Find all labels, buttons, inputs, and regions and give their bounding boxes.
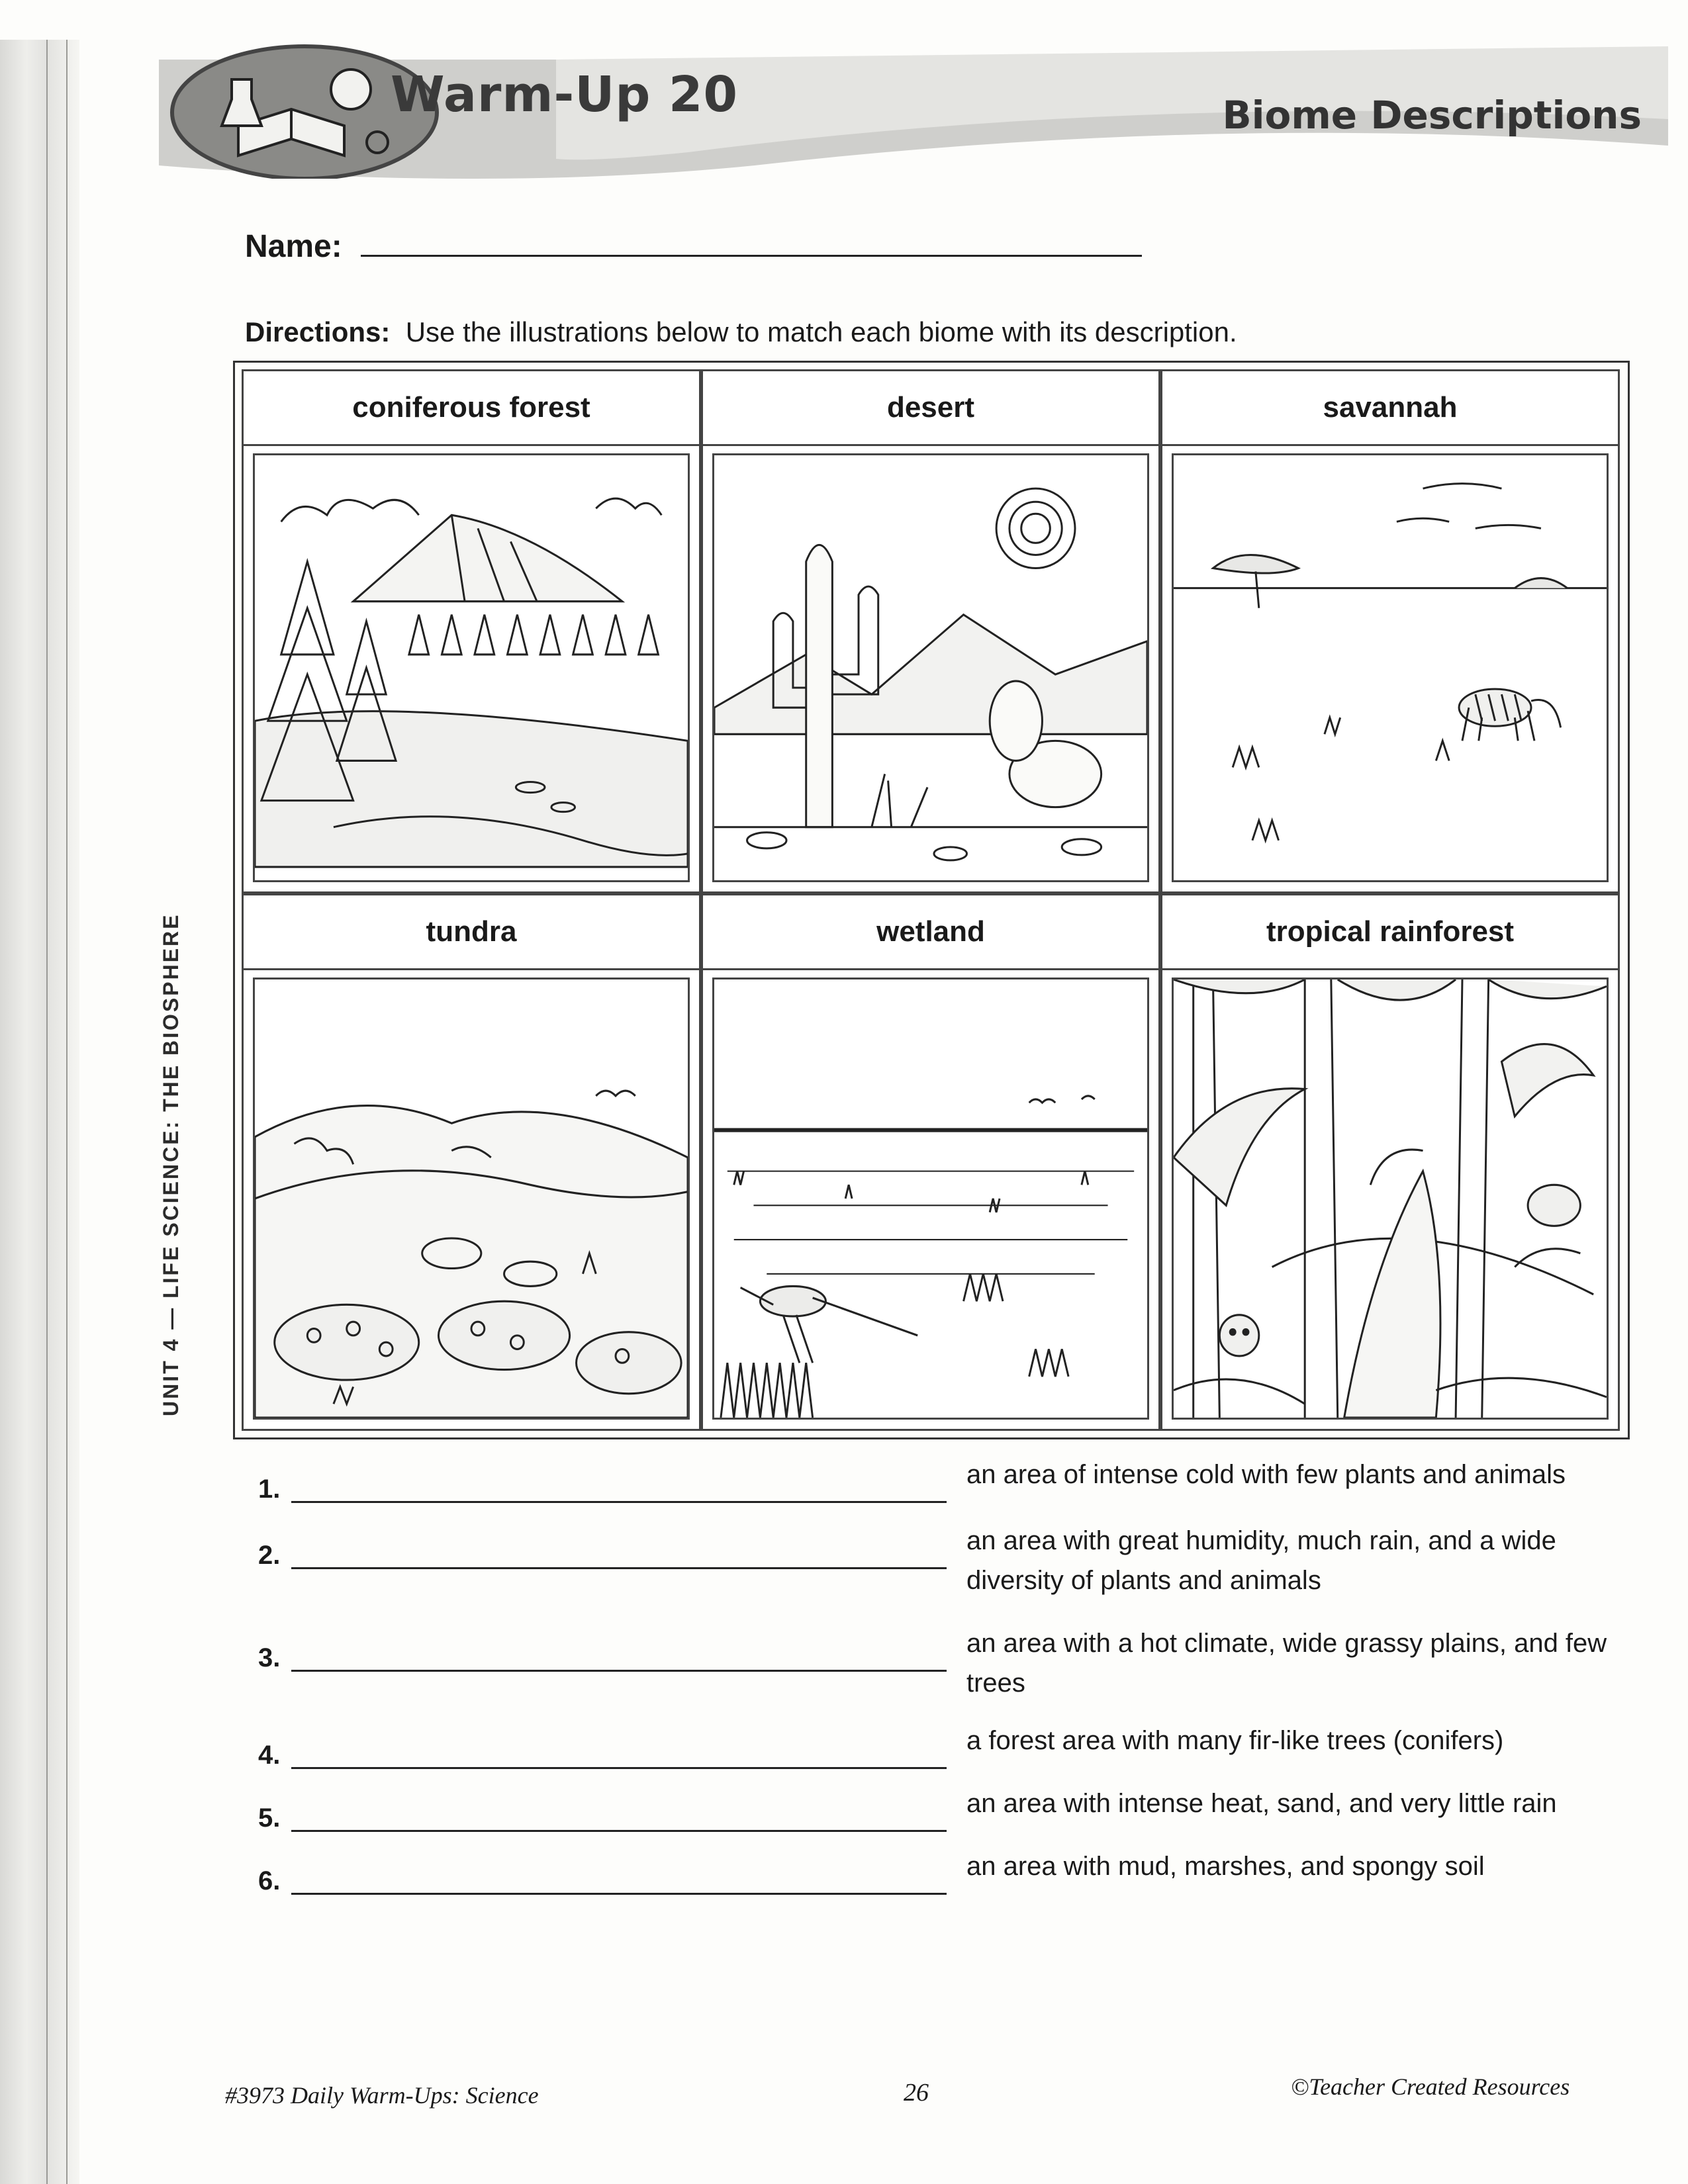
biome-label: tropical rainforest	[1162, 895, 1618, 970]
biome-card-savannah	[1160, 369, 1620, 893]
question-number: 5.	[258, 1803, 281, 1833]
question-number: 2.	[258, 1541, 281, 1570]
name-input-line[interactable]	[361, 255, 1142, 257]
answer-line[interactable]	[291, 1670, 947, 1672]
answer-line[interactable]	[291, 1830, 947, 1832]
question-number: 3.	[258, 1643, 281, 1672]
biome-label: coniferous forest	[244, 371, 699, 446]
worksheet-title: Warm-Up 20	[391, 66, 739, 123]
answer-line[interactable]	[291, 1567, 947, 1569]
biome-label: savannah	[1162, 371, 1618, 446]
directions	[245, 316, 1237, 348]
biome-label: tundra	[244, 895, 699, 970]
question-description: an area with intense heat, sand, and very little rain	[966, 1789, 1557, 1818]
directions-text: Use the illustrations below to match each biome with its description.	[405, 316, 1237, 347]
biome-grid	[233, 361, 1630, 1439]
question-number: 4.	[258, 1741, 281, 1770]
question-number: 1.	[258, 1475, 281, 1504]
directions-label: Directions:	[245, 316, 391, 347]
biome-label: desert	[703, 371, 1158, 446]
question-description: an area with great humidity, much rain, and a wide diversity of plants and animals	[966, 1526, 1556, 1595]
coniferous-forest-illustration	[253, 453, 690, 882]
page-edge-line	[46, 40, 48, 2184]
answer-line[interactable]	[291, 1501, 947, 1503]
answer-line[interactable]	[291, 1893, 947, 1895]
answer-line[interactable]	[291, 1767, 947, 1769]
tropical-rainforest-illustration	[1172, 978, 1609, 1420]
biome-card-wetland	[701, 893, 1160, 1431]
book-spine	[0, 40, 79, 2184]
wetland-illustration	[712, 978, 1149, 1420]
page-edge-line	[66, 40, 68, 2184]
biome-card-coniferous-forest	[242, 369, 701, 893]
biome-card-tundra	[242, 893, 701, 1431]
tundra-illustration	[253, 978, 690, 1420]
footer-page-number: 26	[904, 2079, 929, 2107]
question-description: an area of intense cold with few plants and animals	[966, 1460, 1566, 1489]
worksheet-topic: Biome Descriptions	[1222, 93, 1642, 138]
biome-card-tropical-rainforest	[1160, 893, 1620, 1431]
footer-publisher: ©Teacher Created Resources	[1291, 2073, 1570, 2100]
biome-card-desert	[701, 369, 1160, 893]
biome-label: wetland	[703, 895, 1158, 970]
question-description: a forest area with many fir-like trees (conifers)	[966, 1726, 1504, 1755]
unit-side-label: UNIT 4 — LIFE SCIENCE: THE BIOSPHERE	[159, 913, 183, 1416]
name-label: Name:	[245, 229, 342, 264]
footer-book-title: #3973 Daily Warm-Ups: Science	[225, 2082, 539, 2109]
question-description: an area with a hot climate, wide grassy plains, and few trees	[966, 1629, 1607, 1698]
question-description: an area with mud, marshes, and spongy soil	[966, 1852, 1485, 1881]
question-number: 6.	[258, 1866, 281, 1895]
savannah-illustration	[1172, 453, 1609, 882]
desert-illustration	[712, 453, 1149, 882]
